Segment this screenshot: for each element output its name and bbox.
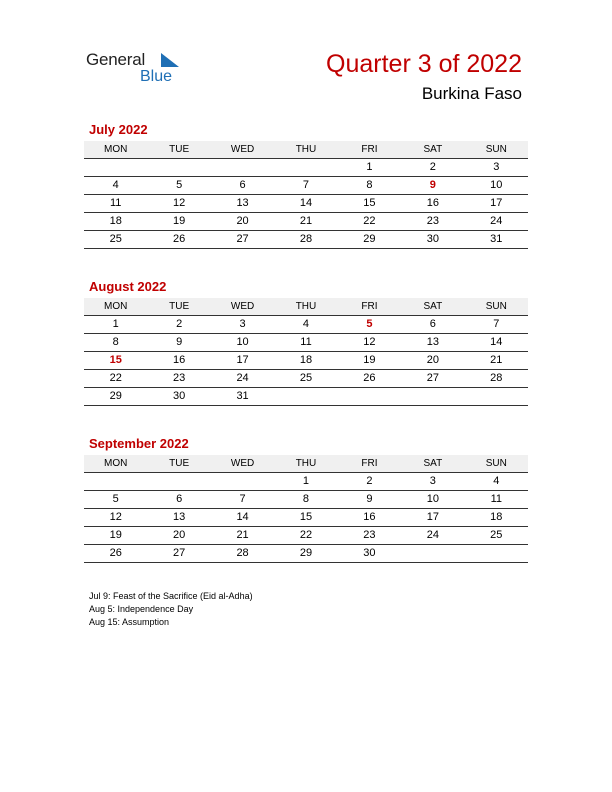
- month-title: August 2022: [89, 279, 167, 294]
- day-cell: 20: [426, 354, 439, 366]
- day-cell: 16: [363, 511, 376, 523]
- empty-day-cell: [274, 388, 337, 405]
- month-august: [84, 279, 528, 406]
- day-cell: 22: [109, 372, 122, 384]
- day-cell: 28: [299, 233, 313, 245]
- day-cell: 1: [112, 318, 119, 330]
- day-cell: 12: [363, 336, 376, 348]
- day-cell: 22: [299, 529, 313, 541]
- holiday-notes: [89, 590, 253, 629]
- day-cell: 17: [490, 197, 503, 209]
- day-cell: 23: [426, 215, 439, 227]
- day-cell: 16: [426, 197, 439, 209]
- day-cell: 21: [490, 354, 503, 366]
- holiday-note: Aug 15: Assumption: [89, 617, 170, 627]
- day-cell: 24: [236, 372, 249, 384]
- day-cell: 26: [363, 372, 376, 384]
- weekday-header: [84, 455, 528, 473]
- week-row: [84, 177, 528, 195]
- day-cell: 7: [302, 179, 310, 191]
- weekday-label: THU: [295, 301, 317, 312]
- day-cell: 20: [236, 215, 249, 227]
- week-row: [84, 159, 528, 177]
- logo: [86, 50, 186, 90]
- week-row: [84, 213, 528, 231]
- day-cell: 15: [299, 511, 313, 523]
- weekday-label: MON: [104, 301, 128, 312]
- day-cell: 29: [299, 547, 313, 559]
- weekday-label: TUE: [169, 458, 190, 469]
- day-cell: 18: [109, 215, 122, 227]
- day-cell: 23: [173, 372, 186, 384]
- empty-day-cell: [211, 473, 274, 490]
- day-cell: 6: [429, 318, 436, 330]
- day-cell: 20: [173, 529, 186, 541]
- month-title: September 2022: [89, 436, 189, 451]
- day-cell: 17: [426, 511, 439, 523]
- week-row: [84, 527, 528, 545]
- day-cell: 28: [490, 372, 503, 384]
- weekday-label: SAT: [423, 458, 443, 469]
- week-row: [84, 491, 528, 509]
- day-cell: 9: [176, 336, 183, 348]
- day-cell: 10: [490, 179, 503, 191]
- empty-day-cell: [465, 388, 528, 405]
- empty-day-cell: [147, 473, 210, 490]
- holiday-note: Jul 9: Feast of the Sacrifice (Eid al-Adha): [89, 591, 253, 601]
- empty-day-cell: [211, 159, 274, 176]
- day-cell: 13: [173, 511, 186, 523]
- day-cell: 25: [109, 233, 122, 245]
- day-cell: 6: [176, 493, 183, 505]
- day-cell: 27: [426, 372, 439, 384]
- weekday-header: [84, 298, 528, 316]
- day-cell: 27: [236, 233, 249, 245]
- week-row: [84, 388, 528, 406]
- day-cell: 16: [173, 354, 186, 366]
- logo-text-blue: Blue: [140, 68, 173, 85]
- weekday-label: FRI: [361, 301, 378, 312]
- weekday-label: WED: [230, 301, 255, 312]
- month-grid: [84, 316, 528, 406]
- week-row: [84, 231, 528, 249]
- holiday-day-cell: 5: [366, 318, 373, 330]
- empty-day-cell: [84, 159, 147, 176]
- weekday-label: MON: [104, 144, 128, 155]
- day-cell: 31: [236, 390, 249, 402]
- weekday-label: SUN: [485, 301, 507, 312]
- week-row: [84, 509, 528, 527]
- day-cell: 5: [112, 493, 119, 505]
- day-cell: 24: [426, 529, 439, 541]
- weekday-label: FRI: [361, 144, 378, 155]
- country-name: Burkina Faso: [421, 84, 522, 103]
- week-row: [84, 352, 528, 370]
- day-cell: 18: [299, 354, 313, 366]
- day-cell: 26: [173, 233, 186, 245]
- day-cell: 25: [299, 372, 313, 384]
- holiday-day-cell: 9: [429, 179, 436, 191]
- day-cell: 3: [239, 318, 246, 330]
- week-row: [84, 473, 528, 491]
- weekday-label: SUN: [485, 458, 507, 469]
- weekday-label: THU: [295, 144, 317, 155]
- empty-day-cell: [84, 473, 147, 490]
- weekday-label: THU: [295, 458, 317, 469]
- weekday-label: SAT: [423, 144, 443, 155]
- day-cell: 28: [236, 547, 249, 559]
- day-cell: 9: [366, 493, 373, 505]
- day-cell: 25: [490, 529, 503, 541]
- holiday-day-cell: 15: [109, 354, 122, 366]
- weekday-label: MON: [104, 458, 128, 469]
- day-cell: 8: [302, 493, 310, 505]
- day-cell: 11: [300, 336, 312, 348]
- empty-day-cell: [338, 388, 401, 405]
- week-row: [84, 370, 528, 388]
- month-september: [84, 436, 528, 563]
- empty-day-cell: [401, 545, 464, 562]
- day-cell: 21: [299, 215, 313, 227]
- day-cell: 7: [493, 318, 500, 330]
- day-cell: 11: [110, 197, 122, 209]
- month-grid: [84, 159, 528, 249]
- day-cell: 3: [429, 475, 436, 487]
- logo-flag-icon: [159, 53, 179, 69]
- day-cell: 6: [239, 179, 246, 191]
- day-cell: 29: [109, 390, 122, 402]
- weekday-label: TUE: [169, 301, 190, 312]
- month-grid: [84, 473, 528, 563]
- day-cell: 11: [490, 493, 502, 505]
- weekday-label: SAT: [423, 301, 443, 312]
- empty-day-cell: [274, 159, 337, 176]
- day-cell: 30: [363, 547, 376, 559]
- day-cell: 5: [176, 179, 183, 191]
- empty-day-cell: [147, 159, 210, 176]
- day-cell: 30: [426, 233, 439, 245]
- day-cell: 29: [363, 233, 376, 245]
- day-cell: 27: [173, 547, 186, 559]
- day-cell: 4: [493, 475, 500, 487]
- week-row: [84, 545, 528, 563]
- day-cell: 7: [239, 493, 246, 505]
- day-cell: 12: [173, 197, 186, 209]
- day-cell: 19: [109, 529, 122, 541]
- day-cell: 12: [109, 511, 122, 523]
- day-cell: 4: [302, 318, 310, 330]
- week-row: [84, 195, 528, 213]
- weekday-label: FRI: [361, 458, 378, 469]
- day-cell: 2: [366, 475, 373, 487]
- day-cell: 8: [366, 179, 373, 191]
- day-cell: 14: [299, 197, 313, 209]
- weekday-header: [84, 141, 528, 159]
- day-cell: 15: [363, 197, 376, 209]
- day-cell: 21: [236, 529, 249, 541]
- day-cell: 10: [236, 336, 249, 348]
- empty-day-cell: [401, 388, 464, 405]
- month-title: July 2022: [89, 122, 148, 137]
- day-cell: 23: [363, 529, 376, 541]
- day-cell: 19: [173, 215, 186, 227]
- day-cell: 1: [366, 161, 373, 173]
- week-row: [84, 334, 528, 352]
- weekday-label: WED: [230, 458, 255, 469]
- day-cell: 1: [302, 475, 310, 487]
- day-cell: 30: [173, 390, 186, 402]
- day-cell: 31: [490, 233, 503, 245]
- page-title: Quarter 3 of 2022: [326, 50, 522, 78]
- logo-text-general: General: [86, 50, 146, 69]
- weekday-label: TUE: [169, 144, 190, 155]
- day-cell: 3: [493, 161, 500, 173]
- day-cell: 14: [490, 336, 503, 348]
- day-cell: 4: [112, 179, 119, 191]
- weekday-label: SUN: [485, 144, 507, 155]
- weekday-label: WED: [230, 144, 255, 155]
- day-cell: 8: [112, 336, 119, 348]
- day-cell: 10: [426, 493, 439, 505]
- empty-day-cell: [465, 545, 528, 562]
- day-cell: 22: [363, 215, 376, 227]
- day-cell: 14: [236, 511, 249, 523]
- day-cell: 2: [429, 161, 436, 173]
- day-cell: 2: [176, 318, 183, 330]
- week-row: [84, 316, 528, 334]
- day-cell: 19: [363, 354, 376, 366]
- day-cell: 24: [490, 215, 503, 227]
- day-cell: 17: [236, 354, 249, 366]
- day-cell: 13: [426, 336, 439, 348]
- day-cell: 18: [490, 511, 503, 523]
- day-cell: 13: [236, 197, 249, 209]
- month-july: [84, 122, 528, 249]
- holiday-note: Aug 5: Independence Day: [89, 604, 194, 614]
- day-cell: 26: [109, 547, 122, 559]
